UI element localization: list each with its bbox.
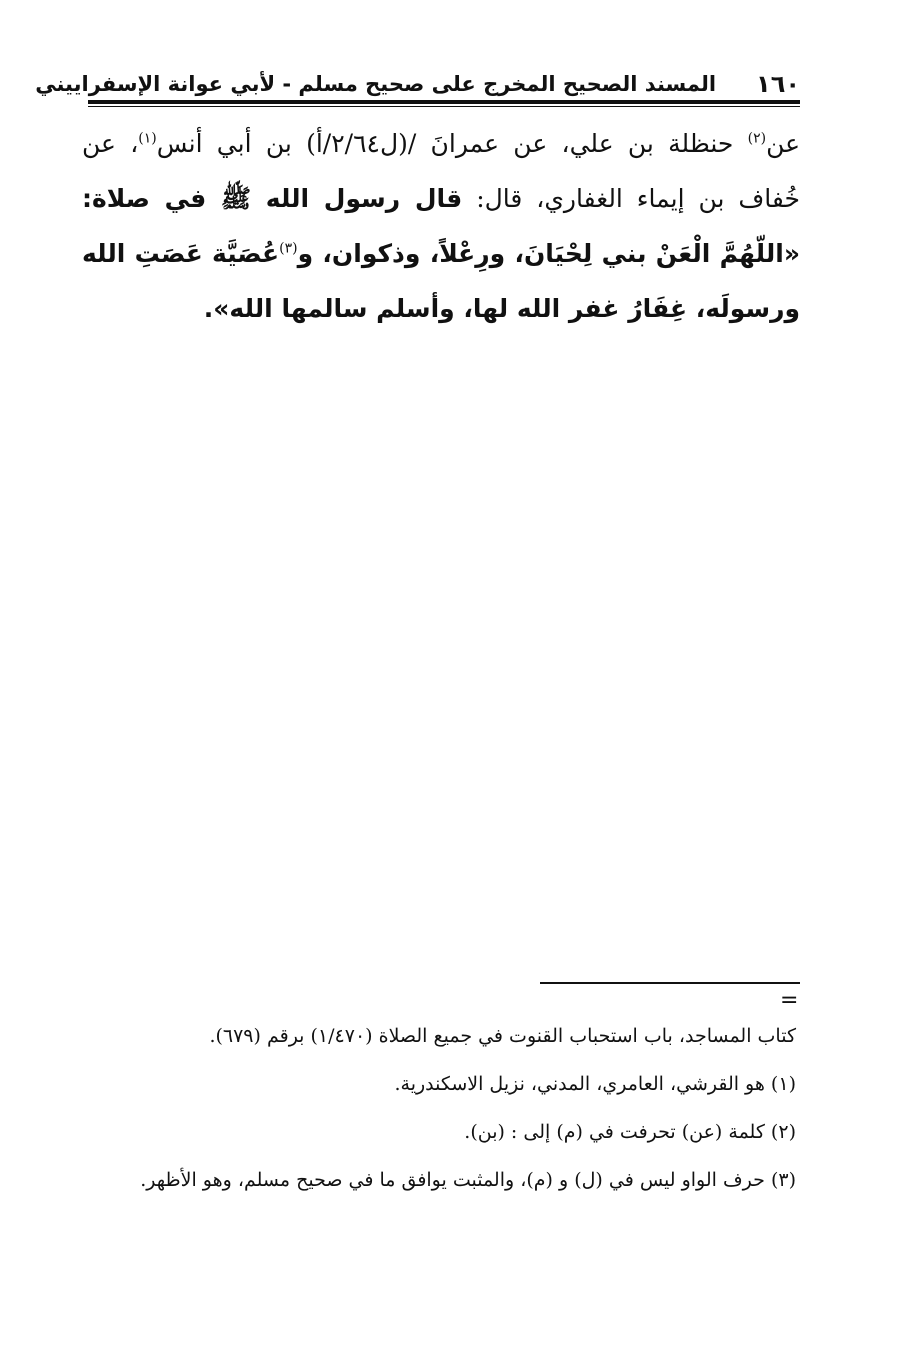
footnote-continued: كتاب المساجد، باب استحباب القنوت في جميع الصلاة (١/٤٧٠) برقم (٦٧٩). bbox=[209, 1025, 796, 1047]
hadith-text-bold: قال رسول الله ﷺ في صلاة: «اللّهُمَّ الْعَنْ بني لِحْيَانَ، ورِعْلاً، وذكوان، و bbox=[82, 184, 800, 268]
footnotes bbox=[100, 1012, 796, 1204]
footnote-continuation-mark: = bbox=[780, 988, 799, 1013]
header-rule-thin bbox=[88, 106, 800, 107]
footnote-separator bbox=[540, 982, 800, 984]
footnote-1: (١) هو القرشي، العامري، المدني، نزيل الاسكندرية. bbox=[394, 1073, 796, 1095]
page-header bbox=[35, 66, 800, 102]
footnote-ref-3[interactable]: (٣) bbox=[279, 240, 298, 257]
footnote-2: (٢) كلمة (عن) تحرفت في (م) إلى : (بن). bbox=[464, 1121, 796, 1143]
main-text bbox=[82, 116, 800, 336]
header-rule-thick bbox=[88, 100, 800, 104]
text-segment: ، عن خُفاف بن إيماء الغفاري، قال: bbox=[82, 129, 801, 213]
footnote-ref-2[interactable]: (٢) bbox=[747, 130, 767, 147]
hadith-text-bold-continued: عُصَيَّة عَصَتِ الله ورسولَه، غِفَارُ غفر الله لها، وأسلم سالمها الله». bbox=[82, 239, 800, 323]
text-segment: عن bbox=[766, 129, 801, 158]
footnote-ref-1[interactable]: (١) bbox=[138, 130, 157, 147]
text-segment: حنظلة بن علي، عن عمرانَ /(ل٢/٦٤/أ) بن أبي أنس bbox=[156, 129, 748, 158]
running-title: المسند الصحيح المخرج على صحيح مسلم - لأبي عوانة الإسفراييني bbox=[35, 72, 717, 96]
page-number: ١٦٠ bbox=[756, 70, 800, 98]
hadith-paragraph bbox=[82, 116, 800, 336]
footnote-3: (٣) حرف الواو ليس في (ل) و (م)، والمثبت يوافق ما في صحيح مسلم، وهو الأظهر. bbox=[140, 1169, 796, 1191]
